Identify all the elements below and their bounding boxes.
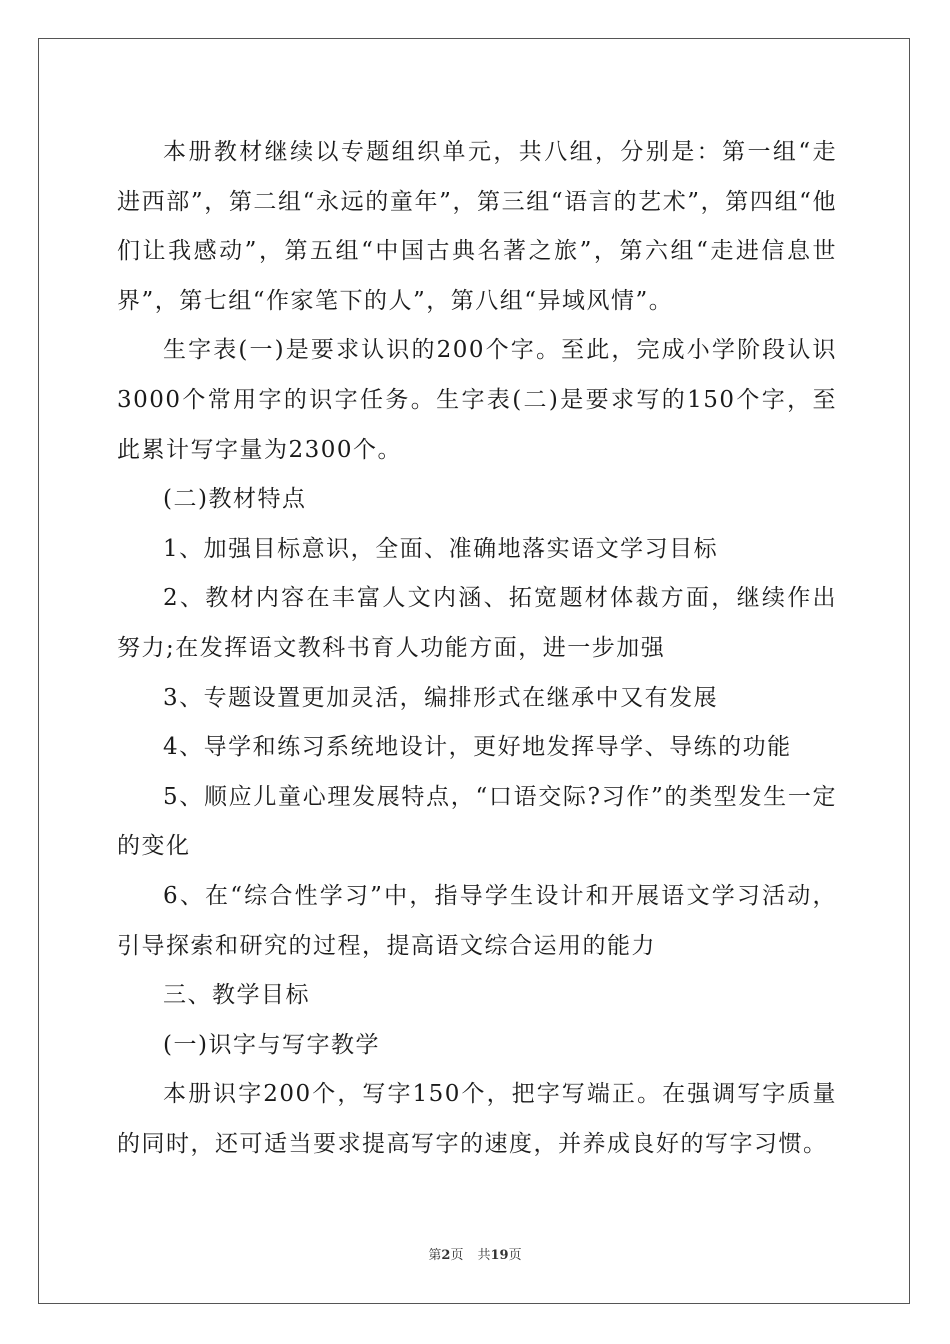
- list-item-feature-6: 6、在“综合性学习”中，指导学生设计和开展语文学习活动，引导探索和研究的过程，提高语文综合运用的能力: [117, 882, 837, 959]
- page-footer: [0, 1246, 950, 1266]
- total-suffix: 页: [508, 1248, 522, 1263]
- page-suffix: 页: [450, 1248, 464, 1263]
- list-item-feature-2: 2、教材内容在丰富人文内涵、拓宽题材体裁方面，继续作出努力;在发挥语文教科书育人功能方面，进一步加强: [117, 585, 837, 661]
- list-item-feature-5: 5、顺应儿童心理发展特点，“口语交际?习作”的类型发生一定的变化: [117, 783, 837, 860]
- list-item-feature-1: 1、加强目标意识，全面、准确地落实语文学习目标: [163, 535, 719, 562]
- list-item-feature-4: 4、导学和练习系统地设计，更好地发挥导学、导练的功能: [163, 734, 792, 761]
- heading-literacy-writing: (一)识字与写字教学: [163, 1031, 380, 1058]
- page-prefix: 第: [428, 1248, 442, 1263]
- list-item-feature-3: 3、专题设置更加灵活，编排形式在继承中又有发展: [163, 684, 719, 711]
- heading-teaching-goals: 三、教学目标: [163, 982, 310, 1009]
- total-prefix: 共: [477, 1248, 491, 1263]
- paragraph-character-tables: 生字表(一)是要求认识的200个字。至此，完成小学阶段认识3000个常用字的识字任务。生字表(二)是要求写的150个字，至此累计写字量为2300个。: [117, 337, 837, 463]
- paragraph-units-overview: 本册教材继续以专题组织单元，共八组，分别是：第一组“走进西部”，第二组“永远的童年”，第三组“语言的艺术”，第四组“他们让我感动”，第五组“中国古典名著之旅”，第六组“走进信息世界”，第七组“作家笔下的人”，第八组“异域风情”。: [117, 139, 837, 314]
- total-pages-number: 19: [490, 1248, 509, 1263]
- paragraph-literacy-goals: 本册识字200个，写字150个，把字写端正。在强调写字质量的同时，还可适当要求提高写字的速度，并养成良好的写字习惯。: [117, 1081, 837, 1157]
- heading-textbook-features: (二)教材特点: [163, 486, 307, 513]
- current-page-number: 2: [441, 1248, 451, 1263]
- document-body: [117, 128, 837, 1169]
